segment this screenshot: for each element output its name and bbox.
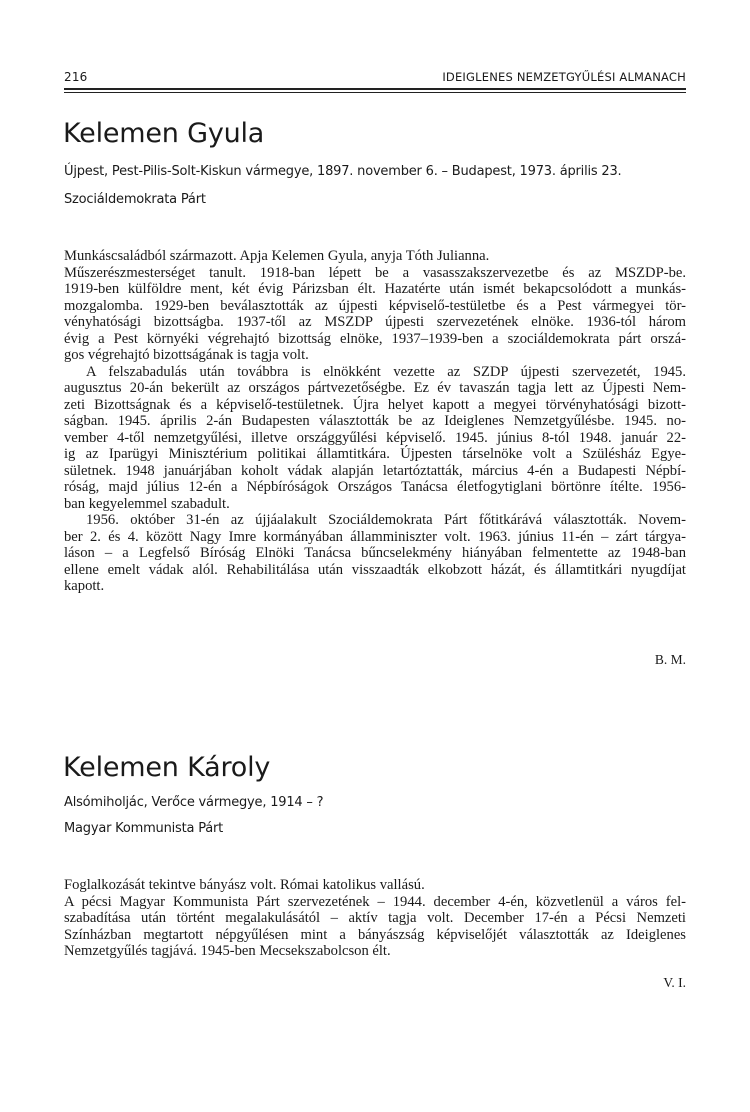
header-rule-thin — [64, 92, 686, 93]
body-line: ber 2. és 4. között Nagy Imre kormányában államminiszter volt. 1963. június 11-én – zárt tárgya- — [64, 528, 686, 545]
body-line: A felszabadulás után továbbra is elnökként vezette az SZDP újpesti szervezetét, 1945. — [86, 363, 686, 380]
body-line: láson – a Legfelső Bíróság Elnöki Tanácsa bűncselekmény hiányában felmentette az 1948-ban — [64, 545, 686, 561]
body-line: Munkáscsaládból származott. Apja Kelemen Gyula, anyja Tóth Julianna. — [64, 248, 490, 264]
body-line: mozgalomba. 1929-ben beválasztották az újpesti képviselő-testületbe és a Pest vármegyei tör- — [64, 297, 686, 314]
entry-party: Magyar Kommunista Párt — [64, 821, 224, 836]
body-line: ig az Iparügyi Minisztérium politikai államtitkára. Újpesten társelnöke volt a Szülésház Egye- — [64, 446, 686, 462]
entry-body — [64, 877, 686, 960]
body-line: évig a Pest környéki végrehajtó bizottság elnöke, 1937–1939-ben a szociáldemokrata párt orszá- — [64, 330, 686, 347]
page-number: 216 — [64, 70, 88, 84]
entry-birth-death: Újpest, Pest-Pilis-Solt-Kiskun vármegye, 1897. november 6. – Budapest, 1973. április 23. — [64, 164, 622, 179]
entry-party: Szociáldemokrata Párt — [64, 192, 206, 207]
author-signature: V. I. — [663, 975, 686, 990]
entry-body — [64, 248, 686, 595]
body-line: gos végrehajtó bizottságának is tagja volt. — [64, 347, 309, 363]
header-rule-thick — [64, 88, 686, 90]
body-line: ellene emelt vádak alól. Rehabilitálása után visszaadták elkobzott házát, és államtitkári nyugdíjat — [64, 561, 686, 578]
body-line: augusztus 20-án bekerült az országos pártvezetőségbe. Ez év tavaszán tagja lett az Újpesti Nem- — [64, 380, 686, 396]
body-line: Foglalkozását tekintve bányász volt. Római katolikus vallású. — [64, 877, 425, 893]
body-line: 1919-ben külföldre ment, két évig Párizsban élt. Hazatérte után ismét bekapcsolódott a munkás- — [64, 281, 686, 297]
body-line: Színházban megtartott népgyűlésen mint a bányászság képviselőjét választották az Ideiglenes — [64, 926, 686, 943]
body-line: Nemzetgyűlés tagjává. 1945-ben Mecsekszabolcson élt. — [64, 943, 391, 959]
body-line: sületnek. 1948 januárjában koholt vádak alapján letartóztatták, március 4-én a Budapesti Népbí- — [64, 462, 686, 479]
body-line: szabadítása után történt megalakulásától – aktív tagja volt. December 17-én a Pécsi Nemzeti — [64, 910, 686, 926]
author-signature: B. M. — [654, 652, 686, 667]
body-line: 1956. október 31-én az újjáalakult Szociáldemokrata Párt főtitkárává választották. Novem- — [86, 512, 686, 528]
body-line: A pécsi Magyar Kommunista Párt szervezetének – 1944. december 4-én, közvetlenül a város fel- — [64, 893, 686, 910]
body-line: Műszerészmesterséget tanult. 1918-ban lépett be a vasasszakszervezetbe és az MSZDP-be. — [64, 264, 686, 281]
entry-birth-death: Alsómiholjác, Verőce vármegye, 1914 – ? — [64, 795, 324, 810]
body-line: ban kegyelemmel szabadult. — [64, 495, 230, 512]
running-header — [64, 70, 686, 86]
entry-name: Kelemen Gyula — [63, 118, 265, 149]
body-line: zeti Bizottságnak és a képviselő-testületnek. Újra helyet kapott a megyei törvényhatósági bizott- — [64, 396, 686, 413]
body-line: kapott. — [64, 578, 105, 594]
body-line: vényhatósági bizottságba. 1937-től az MSZDP újpesti szervezetének elnöke. 1936-tól három — [64, 314, 686, 330]
body-line: róság, majd július 12-én a Népbíróságok Országos Tanácsa életfogytiglani börtönre ítélte. 1956- — [64, 479, 686, 495]
entry-name: Kelemen Károly — [63, 752, 271, 783]
body-line: ságban. 1945. április 2-án Budapesten választották be az Ideiglenes Nemzetgyűlésbe. 1945. no- — [64, 413, 686, 429]
running-title: IDEIGLENES NEMZETGYŰLÉSI ALMANACH — [442, 70, 686, 84]
body-line: vember 4-től nemzetgyűlési, illetve országgyűlési képviselő. 1945. június 8-tól 1948. január 22- — [64, 429, 686, 446]
